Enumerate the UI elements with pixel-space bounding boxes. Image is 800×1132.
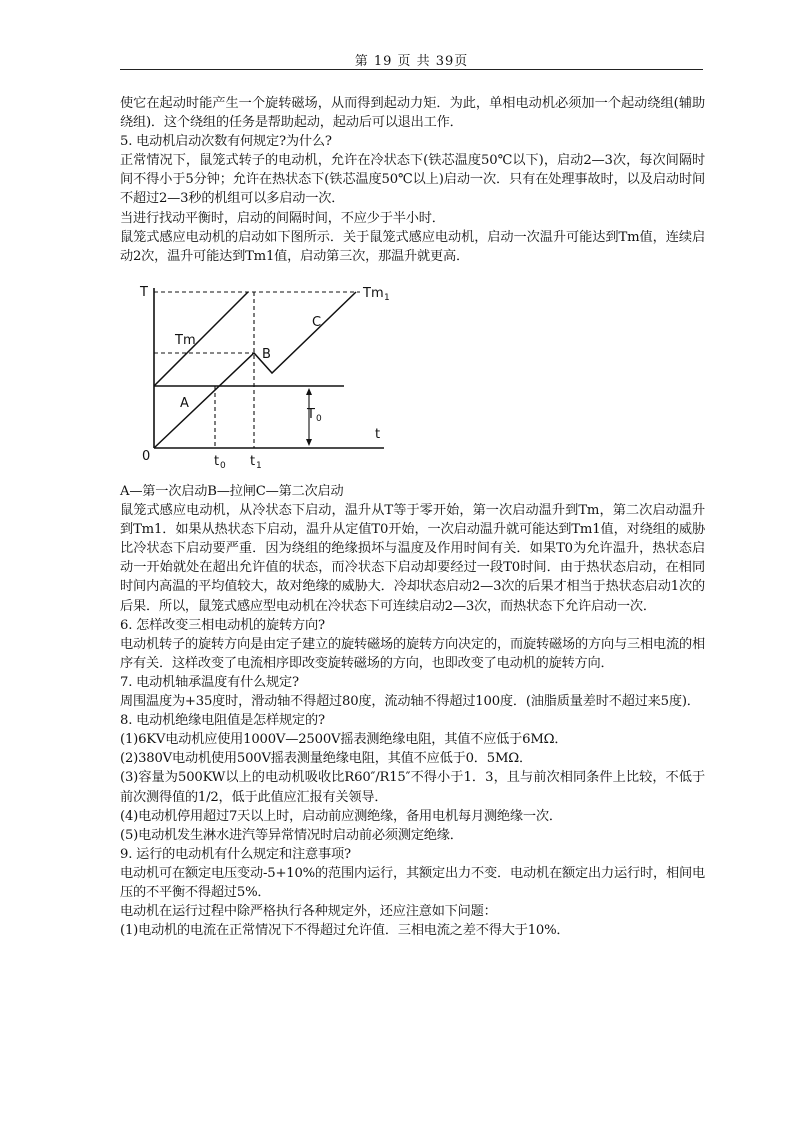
paragraph: 鼠笼式感应电动机的启动如下图所示．关于鼠笼式感应电动机，启动一次温升可能达到Tm值，连续启动2次，温升可能达到Tm1值，启动第三次，那温升就更高． [120, 229, 705, 264]
t0-value-subscript: 0 [316, 414, 322, 424]
question-heading: 7. 电动机轴承温度有什么规定? [120, 674, 299, 690]
paragraph: 正常情况下，鼠笼式转子的电动机，允许在冷状态下(铁芯温度50℃以下)，启动2—3次，每次间隔时间不得小于5分钟；允许在热状态下(铁芯温度50℃以上)启动一次．只有在处理事故时，以及启动时间不超过2—3秒的机组可以多启动一次． [120, 153, 705, 207]
question-heading: 6. 怎样改变三相电动机的旋转方向? [120, 617, 325, 633]
curve-a-label: A [180, 396, 189, 411]
curve-b-label: B [262, 347, 271, 362]
t0-tick-label: t [214, 454, 220, 469]
bottom-text-block [120, 482, 705, 940]
t0-value-label: T [307, 407, 315, 422]
paragraph: 电动机转子的旋转方向是由定子建立的旋转磁场的旋转方向决定的，而旋转磁场的方向与三相电流的相序有关．这样改变了电流相序即改变旋转磁场的方向，也即改变了电动机的旋转方向． [120, 636, 705, 671]
t0-tick-subscript: 0 [220, 461, 226, 471]
temperature-rise-diagram [120, 270, 420, 475]
t1-tick-subscript: 1 [256, 461, 262, 471]
question-heading: 8. 电动机绝缘电阻值是怎样规定的? [120, 713, 325, 729]
paragraph: 当进行找动平衡时，启动的间隔时间，不应少于半小时． [120, 210, 445, 226]
figure-caption: A—第一次启动B—拉闸C—第二次启动 [120, 484, 344, 499]
question-heading: 9. 运行的电动机有什么规定和注意事项? [120, 846, 351, 862]
tm-label: Tm [175, 333, 196, 348]
t0-arrow-head-up [306, 388, 312, 395]
curve-c-label: C [312, 315, 322, 330]
diagram-svg [120, 270, 420, 475]
list-item: (5)电动机发生淋水进汽等异常情况时启动前必须测定绝缘． [120, 827, 463, 843]
header-divider [120, 69, 703, 70]
origin-label: 0 [142, 449, 151, 464]
list-item: (1)6KV电动机应使用1000V—2500V摇表测绝缘电阻，其值不应低于6MΩ． [120, 732, 568, 748]
paragraph: 使它在起动时能产生一个旋转磁场，从而得到起动力矩．为此，单相电动机必须加一个起动绕组(辅助绕组)．这个绕组的任务是帮助起动，起动后可以退出工作． [120, 96, 705, 131]
paragraph: 鼠笼式感应电动机，从冷状态下启动，温升从T等于零开始，第一次启动温升到Tm，第二次启动温升到Tm1．如果从热状态下启动，温升从定值T0开始，一次启动温升就可能达到Tm1值，对绕组的威胁比冷状态下启动要严重．因为绕组的绝缘损坏与温度及作用时间有关．如果T0为允许温升，热状态启动一开始就处在超出允许值的状态，而冷状态下启动却要经过一段T0时间．由于热状态启动，在相同时间内高温的平均值较大，故对绝缘的威胁大．冷却状态启动2—3次的后果才相当于热状态启动1次的后果．所以，鼠笼式感应型电动机在冷状态下可连续启动2—3次，而热状态下允许启动一次． [120, 503, 705, 614]
question-heading: 5. 电动机启动次数有何规定?为什么? [120, 134, 332, 150]
tm1-label: Tm [363, 286, 384, 301]
list-item: (3)容量为500KW以上的电动机吸收比R60″/R15″不得小于1．3，且与前次相同条件上比较，不低于前次测得值的1/2，低于此值应汇报有关领导． [120, 770, 705, 805]
cold-start-curve [154, 292, 356, 448]
t0-arrow-head-down [306, 439, 312, 446]
list-item: (4)电动机停用超过7天以上时，启动前应测绝缘，备用电机每月测绝缘一次． [120, 808, 562, 824]
paragraph: 周围温度为+35度时，滑动轴不得超过80度，流动轴不得超过100度．(油脂质量差时不超过来5度)． [120, 694, 700, 710]
axis-x-label: t [375, 427, 381, 442]
list-item: (2)380V电动机使用500V摇表测量绝缘电阻，其值不应低于0．5MΩ． [120, 751, 533, 767]
top-text-block [120, 94, 705, 266]
paragraph: 电动机可在额定电压变动-5+10%的范围内运行，其额定出力不变．电动机在额定出力运行时，相间电压的不平衡不得超过5%． [120, 865, 705, 900]
t1-tick-label: t [250, 454, 256, 469]
list-item: (1)电动机的电流在正常情况下不得超过允许值．三相电流之差不得大于10%． [120, 923, 570, 939]
page-header: 第 19 页 共 39页 [354, 54, 469, 69]
axis-y-label: T [140, 285, 148, 300]
paragraph: 电动机在运行过程中除严格执行各种规定外，还应注意如下问题： [120, 904, 497, 920]
tm1-subscript: 1 [384, 293, 390, 303]
